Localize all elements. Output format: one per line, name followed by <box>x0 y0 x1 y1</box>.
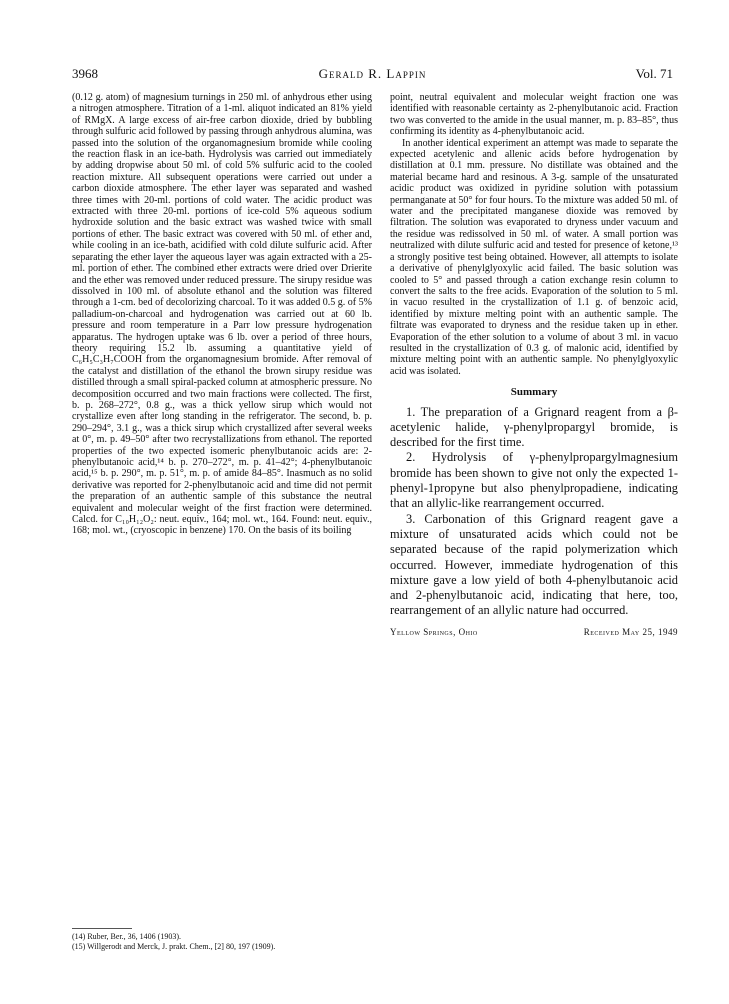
summary-item-2: 2. Hydrolysis of γ-phenylpropargylmagnesium bromide has been shown to give not only the expected 1-phenyl-1propyne but also phenylpropadiene, indicating that an allylic-like rearrangement occurred. <box>390 450 678 511</box>
right-paragraph-2: In another identical experiment an attempt was made to separate the expected acetylenic and allenic acids before hydrogenation by distillation at 0.1 mm. pressure. No distillate was obtained and the material became hard and resinous. A 3-g. sample of the unsaturated acidic product was oxidized in pyridine solution with potassium permanganate at 50° for four hours. To the mixture was added 50 ml. of water and the precipitated manganese dioxide was removed by filtration. The solution was evaporated to dryness under vacuum and the residue was redissolved in 50 ml. of water. A small portion was neutralized with dilute sulfuric acid and tested for presence of ketone,¹³ a strongly positive test being obtained. However, all attempts to isolate a derivative of phenylglyoxylic acid failed. The basic solution was cooled to 5° and passed through a cation exchange resin column to convert the salts to the free acids. Evaporation of the solution to 5 ml. in vacuo resulted in the crystallization of 1.1 g. of benzoic acid, identified by mixture melting point with an authentic sample. The filtrate was evaporated to dryness and the residue taken up in ether. Evaporation of the ether solution to a volume of about 3 ml. in vacuo resulted in the crystallization of 0.3 g. of malonic acid, identified by mixture melting point with an authentic sample. No phenylglyoxylic acid was isolated. <box>390 137 678 377</box>
volume-label: Vol. 71 <box>635 66 673 81</box>
left-column <box>72 92 372 537</box>
running-title: Gerald R. Lappin <box>318 66 427 81</box>
footnote-rule <box>72 928 132 929</box>
footnotes <box>72 932 372 952</box>
page-number: 3968 <box>72 66 98 81</box>
summary-item-3: 3. Carbonation of this Grignard reagent gave a mixture of unsaturated acids which could not be separated because of the rapid polymerization which occurred. However, immediate hydrogenation of this mixture gave a low yield of both 4-phenylbutanoic acid and 2-phenylbutanoic acid, indicating that here, too, rearrangement of an allylic nature had occurred. <box>390 511 678 618</box>
location: Yellow Springs, Ohio <box>390 626 478 637</box>
summary-item-1: 1. The preparation of a Grignard reagent from a β-acetylenic halide, γ-phenylpropargyl bromide, is described for the first time. <box>390 404 678 450</box>
signature-line <box>390 627 678 639</box>
footnote-14: (14) Ruber, Ber., 36, 1406 (1903). <box>72 932 181 941</box>
summary-section <box>390 405 678 619</box>
left-paragraph: (0.12 g. atom) of magnesium turnings in 250 ml. of anhydrous ether using a nitrogen atmosphere. Titration of a 1-ml. aliquot indicated an 81% yield of RMgX. A large excess of air-free carbon dioxide, dried by bubbling through sulfuric acid followed by passing through anhydrous alumina, was passed into the solution of the organomagnesium bromide while cooling the reaction flask in an ice-bath. Hydrolysis was carried out immediately by adding dropwise about 50 ml. of cold 5% sulfuric acid to the cooled reaction mixture. All subsequent operations were carried out under a carbon dioxide atmosphere. The ether layer was separated and washed three times with 20-ml. portions of cold water. The acidic product was extracted with three 20-ml. portions of ice-cold 5% aqueous sodium hydroxide solution and the basic extract was washed twice with small portions of ether. The basic extract was covered with 50 ml. of ether and, while cooling in an ice-bath, acidified with cold dilute sulfuric acid. After separating the ether layer the aqueous layer was again extracted with a 25-ml. portion of ether. The combined ether extracts were dried over Drierite and the ether was removed under reduced pressure. The sirupy residue was dissolved in 100 ml. of absolute ethanol and the solution was filtered through a 1-cm. bed of decolorizing charcoal. To it was added 0.5 g. of 5% palladium-on-charcoal and hydrogenation was carried out at 60 lb. pressure and room temperature in a Parr low pressure hydrogenation apparatus. The hydrogen uptake was 6 lb. over a period of three hours, theory requiring 15.2 lb. assuming a quantitative yield of C₆H₅C₃H₇COOH from the organomagnesium bromide. After removal of the catalyst and distillation of the ethanol the brown sirupy residue was distilled through a small spiral-packed column at atmospheric pressure. No decomposition occurred and two main fractions were collected. The first, b. p. 268–272°, 0.8 g., was a thick yellow sirup which would not crystallize even after long standing in the refrigerator. The second, b. p. 290–294°, 3.1 g., was a thick sirup which crystallized after several weeks at 0°, m. p. 49–50° after two recrystallizations from ethanol. The reported properties of the two expected isomeric phenylbutanoic acids are: 2-phenylbutanoic acid,¹⁴ b. p. 270–272°, m. p. 41–42°; 4-phenylbutanoic acid,¹⁵ b. p. 290°, m. p. 51°, m. p. of amide 84–85°. Inasmuch as no solid derivative was reported for 2-phenylbutanoic acid and time did not permit the preparation of an authentic sample of this substance the neutral equivalent and molecular weight of the first fraction were determined. Calcd. for C₁₀H₁₂O₂: neut. equiv., 164; mol. wt., 164. Found: neut. equiv., 168; mol. wt., (cryoscopic in benzene) 170. On the basis of its boiling <box>72 92 372 537</box>
page-header <box>72 66 673 82</box>
right-paragraph-1: point, neutral equivalent and molecular weight fraction one was identified with reasonable certainty as 2-phenylbutanoic acid. Fraction two was converted to the amide in the usual manner, m. p. 83–85°, thus confirming its identity as 4-phenylbutanoic acid. <box>390 92 678 138</box>
received-date: Received May 25, 1949 <box>583 626 678 637</box>
right-column <box>390 92 678 639</box>
summary-heading: Summary <box>510 386 558 399</box>
footnote-15: (15) Willgerodt and Merck, J. prakt. Chem., [2] 80, 197 (1909). <box>72 942 276 951</box>
